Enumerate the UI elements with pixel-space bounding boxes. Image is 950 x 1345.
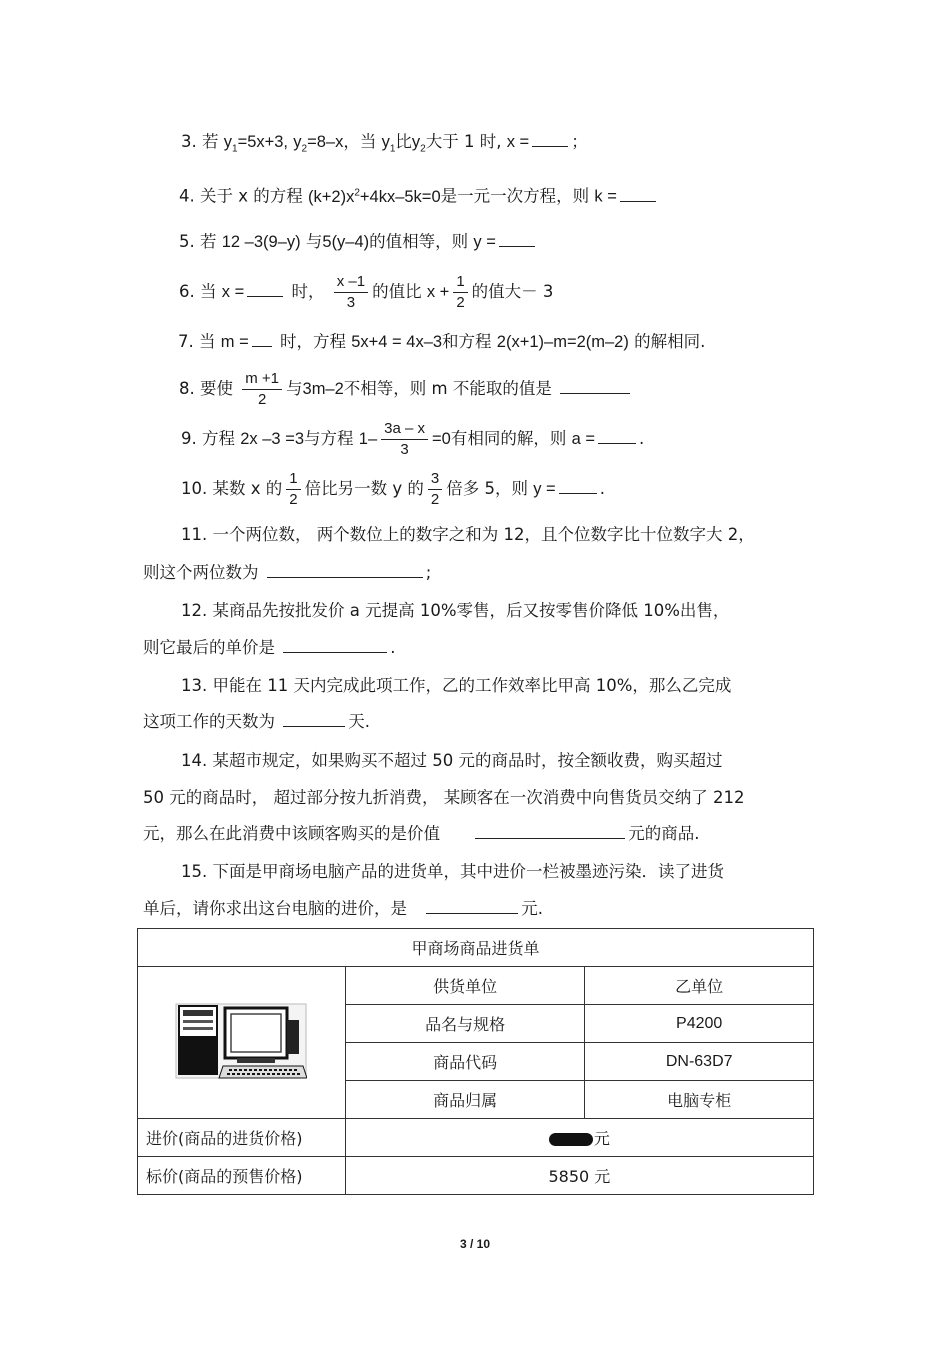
q3-eq1: =5x+3, (237, 133, 289, 151)
q9-fraction: $\frac{3a - x}{3}$ (381, 419, 428, 460)
q4-k: k = (594, 187, 617, 206)
question-4 (179, 182, 659, 208)
q9-lead: 9. 方程 (181, 429, 235, 448)
q9-t2: 与方程 (304, 429, 354, 448)
q3-answer-blank (532, 131, 568, 147)
q10-t2: 倍比另一数 (304, 479, 388, 498)
question-14-line-1: 14. 某超市规定，如果购买不超过 50 元的商品时，按全额收费，购买超过 (181, 751, 723, 770)
table-row (138, 967, 814, 1005)
q6-t4: x + (426, 283, 450, 301)
table-title: 甲商场商品进货单 (138, 929, 814, 967)
question-11-line-1: 11. 一个两位数， 两个数位上的数字之和为 12，且个位数字比十位数字大 2， (181, 525, 755, 544)
price-value: 5850 元 (345, 1157, 813, 1195)
q11-answer-blank (267, 562, 423, 578)
q15-t2: 单后，请你求出这台电脑的进价，是 (143, 899, 407, 918)
q6-t2: 时， (291, 282, 325, 301)
row-value: 电脑专柜 (585, 1081, 814, 1119)
question-9 (181, 419, 644, 460)
q9-t3: 1– (358, 430, 378, 448)
price-label: 标价(商品的预售价格) (138, 1157, 346, 1195)
q6-x: x = (221, 283, 245, 301)
q4-equation: $(k+2)x^2+4kx-5k=0$ (308, 187, 441, 206)
question-12-line-1: 12. 某商品先按批发价 a 元提高 10%零售，后又按零售价降低 10%出售， (181, 601, 730, 620)
question-14-line-2: 50 元的商品时， 超过部分按九折消费， 某顾客在一次消费中向售货员交纳了 212 (143, 788, 745, 807)
q5-y: y = (473, 233, 496, 251)
question-6 (179, 272, 553, 313)
q10-fraction-1: $\frac{1}{2}$ (286, 469, 300, 510)
q10-end: . (599, 479, 605, 498)
q12-end: . (390, 638, 396, 657)
q7-answer-blank (252, 331, 272, 347)
question-13-line-2 (143, 711, 370, 733)
question-15-line-2 (143, 898, 543, 920)
question-12-line-2 (143, 637, 396, 659)
q9-answer-blank (598, 428, 636, 444)
row-value: 乙单位 (585, 967, 814, 1005)
q7-t6: 的解相同. (634, 332, 706, 351)
q8-fraction: $\frac{m +1}{2}$ (242, 369, 282, 410)
q13-end: 天. (348, 712, 370, 731)
row-label: 商品代码 (345, 1043, 585, 1081)
question-13-line-1: 13. 甲能在 11 天内完成此项工作，乙的工作效率比甲高 10%，那么乙完成 (181, 676, 732, 695)
cost-label: 进价(商品的进货价格) (138, 1119, 346, 1157)
row-label: 供货单位 (345, 967, 585, 1005)
q3-y2b: $y_2$ (411, 133, 426, 155)
q7-equation-1: 5x+4 = 4x–3 (351, 333, 443, 351)
q5-expr2: 5(y–4) (322, 233, 370, 251)
row-value: P4200 (585, 1005, 814, 1043)
q10-t1: x 的 (250, 479, 283, 498)
q3-lead: 3. 若 (181, 132, 219, 151)
q13-answer-blank (283, 711, 345, 727)
q9-t5: 有相同的解，则 (450, 429, 567, 448)
q10-t4: 倍多 5，则 (446, 479, 528, 498)
q13-t2: 这项工作的天数为 (143, 712, 275, 731)
q10-answer-blank (559, 478, 597, 494)
ink-blot (549, 1133, 593, 1146)
q15-answer-blank (426, 898, 518, 914)
q6-t3: 的值比 (372, 282, 422, 301)
row-label: 商品归属 (345, 1081, 585, 1119)
q6-t5: 的值大－ 3 (471, 282, 554, 301)
q3-compare: 比 (395, 132, 412, 151)
q10-lead: 10. 某数 (181, 479, 246, 498)
q4-answer-blank (620, 186, 656, 202)
q9-equation-1: 2x –3 =3 (240, 430, 305, 448)
q4-t1: x 的方程 (238, 186, 303, 206)
q15-end: 元. (521, 899, 543, 918)
q11-t2: 则这个两位数为 (143, 563, 259, 582)
q10-t3: y 的 (392, 479, 424, 498)
q14-answer-blank (475, 823, 625, 839)
q3-y2: $y_2$ (293, 133, 308, 155)
question-8 (179, 369, 633, 410)
row-label: 品名与规格 (345, 1005, 585, 1043)
q7-equation-2: 2(x+1)–m=2(m–2) (496, 333, 629, 351)
q5-t4: 的值相等，则 (369, 232, 469, 251)
q10-fraction-2: $\frac{3}{2}$ (428, 469, 442, 510)
q3-y1: $y_1$ (223, 133, 238, 155)
q4-lead: 4. 关于 (179, 186, 233, 206)
q5-lead: 5. 若 (179, 232, 217, 251)
q8-expr: 3m–2 (302, 380, 344, 398)
computer-icon (175, 1000, 307, 1082)
q12-t2: 则它最后的单价是 (143, 638, 275, 657)
q8-answer-blank (560, 378, 630, 394)
q9-a: a = (571, 430, 595, 448)
q3-eq2: =8–x，当 (307, 133, 377, 151)
cost-value (345, 1119, 813, 1157)
q8-t1: 与 (286, 379, 303, 398)
question-10 (181, 469, 605, 510)
computer-image-cell (138, 967, 346, 1119)
q6-fraction-1: $\frac{x -1}{3}$ (334, 272, 368, 313)
q7-m: m = (220, 333, 249, 351)
q8-lead: 8. 要使 (179, 379, 233, 398)
q10-y: y = (533, 480, 556, 498)
q12-answer-blank (283, 637, 387, 653)
page-number: 3 / 10 (459, 1237, 491, 1251)
q8-t3: 不相等，则 (343, 379, 427, 398)
question-3 (181, 131, 588, 160)
q6-fraction-2: $\frac{1}{2}$ (453, 272, 467, 313)
question-15-line-1: 15. 下面是甲商场电脑产品的进货单，其中进价一栏被墨迹污染．读了进货 (181, 862, 724, 881)
q7-t2: 时，方程 (279, 332, 346, 351)
q3-x: x = (506, 133, 530, 151)
q11-end: ; (425, 563, 432, 582)
q3-end: ； (571, 132, 588, 151)
q8-t4: m 不能取的值是 (431, 379, 552, 398)
question-7 (178, 331, 705, 353)
cost-row (138, 1119, 814, 1157)
q9-t4: =0 (432, 430, 451, 448)
q9-end: . (638, 429, 645, 448)
q5-answer-blank (499, 231, 535, 247)
row-value: DN-63D7 (585, 1043, 814, 1081)
question-5 (179, 231, 538, 253)
q3-y1b: $y_1$ (381, 133, 396, 155)
q5-and: 与 (305, 232, 323, 251)
q6-answer-blank (247, 281, 283, 297)
table-title-row (138, 929, 814, 967)
q14-t3: 元，那么在此消费中该顾客购买的是价值 (143, 824, 440, 843)
q7-t4: 和方程 (442, 332, 492, 351)
cost-unit: 元 (593, 1129, 610, 1148)
question-14-line-3 (143, 823, 700, 845)
purchase-order-table (137, 928, 814, 1195)
q5-expr1: 12 –3(9–y) (221, 233, 301, 251)
price-row (138, 1157, 814, 1195)
q6-lead: 6. 当 (179, 282, 217, 301)
q4-t4: 是一元一次方程，则 (440, 186, 590, 206)
question-11-line-2 (143, 562, 431, 584)
q14-end: 元的商品. (628, 824, 700, 843)
q3-cond: 大于 1 时, (425, 132, 502, 151)
q7-lead: 7. 当 (178, 332, 216, 351)
